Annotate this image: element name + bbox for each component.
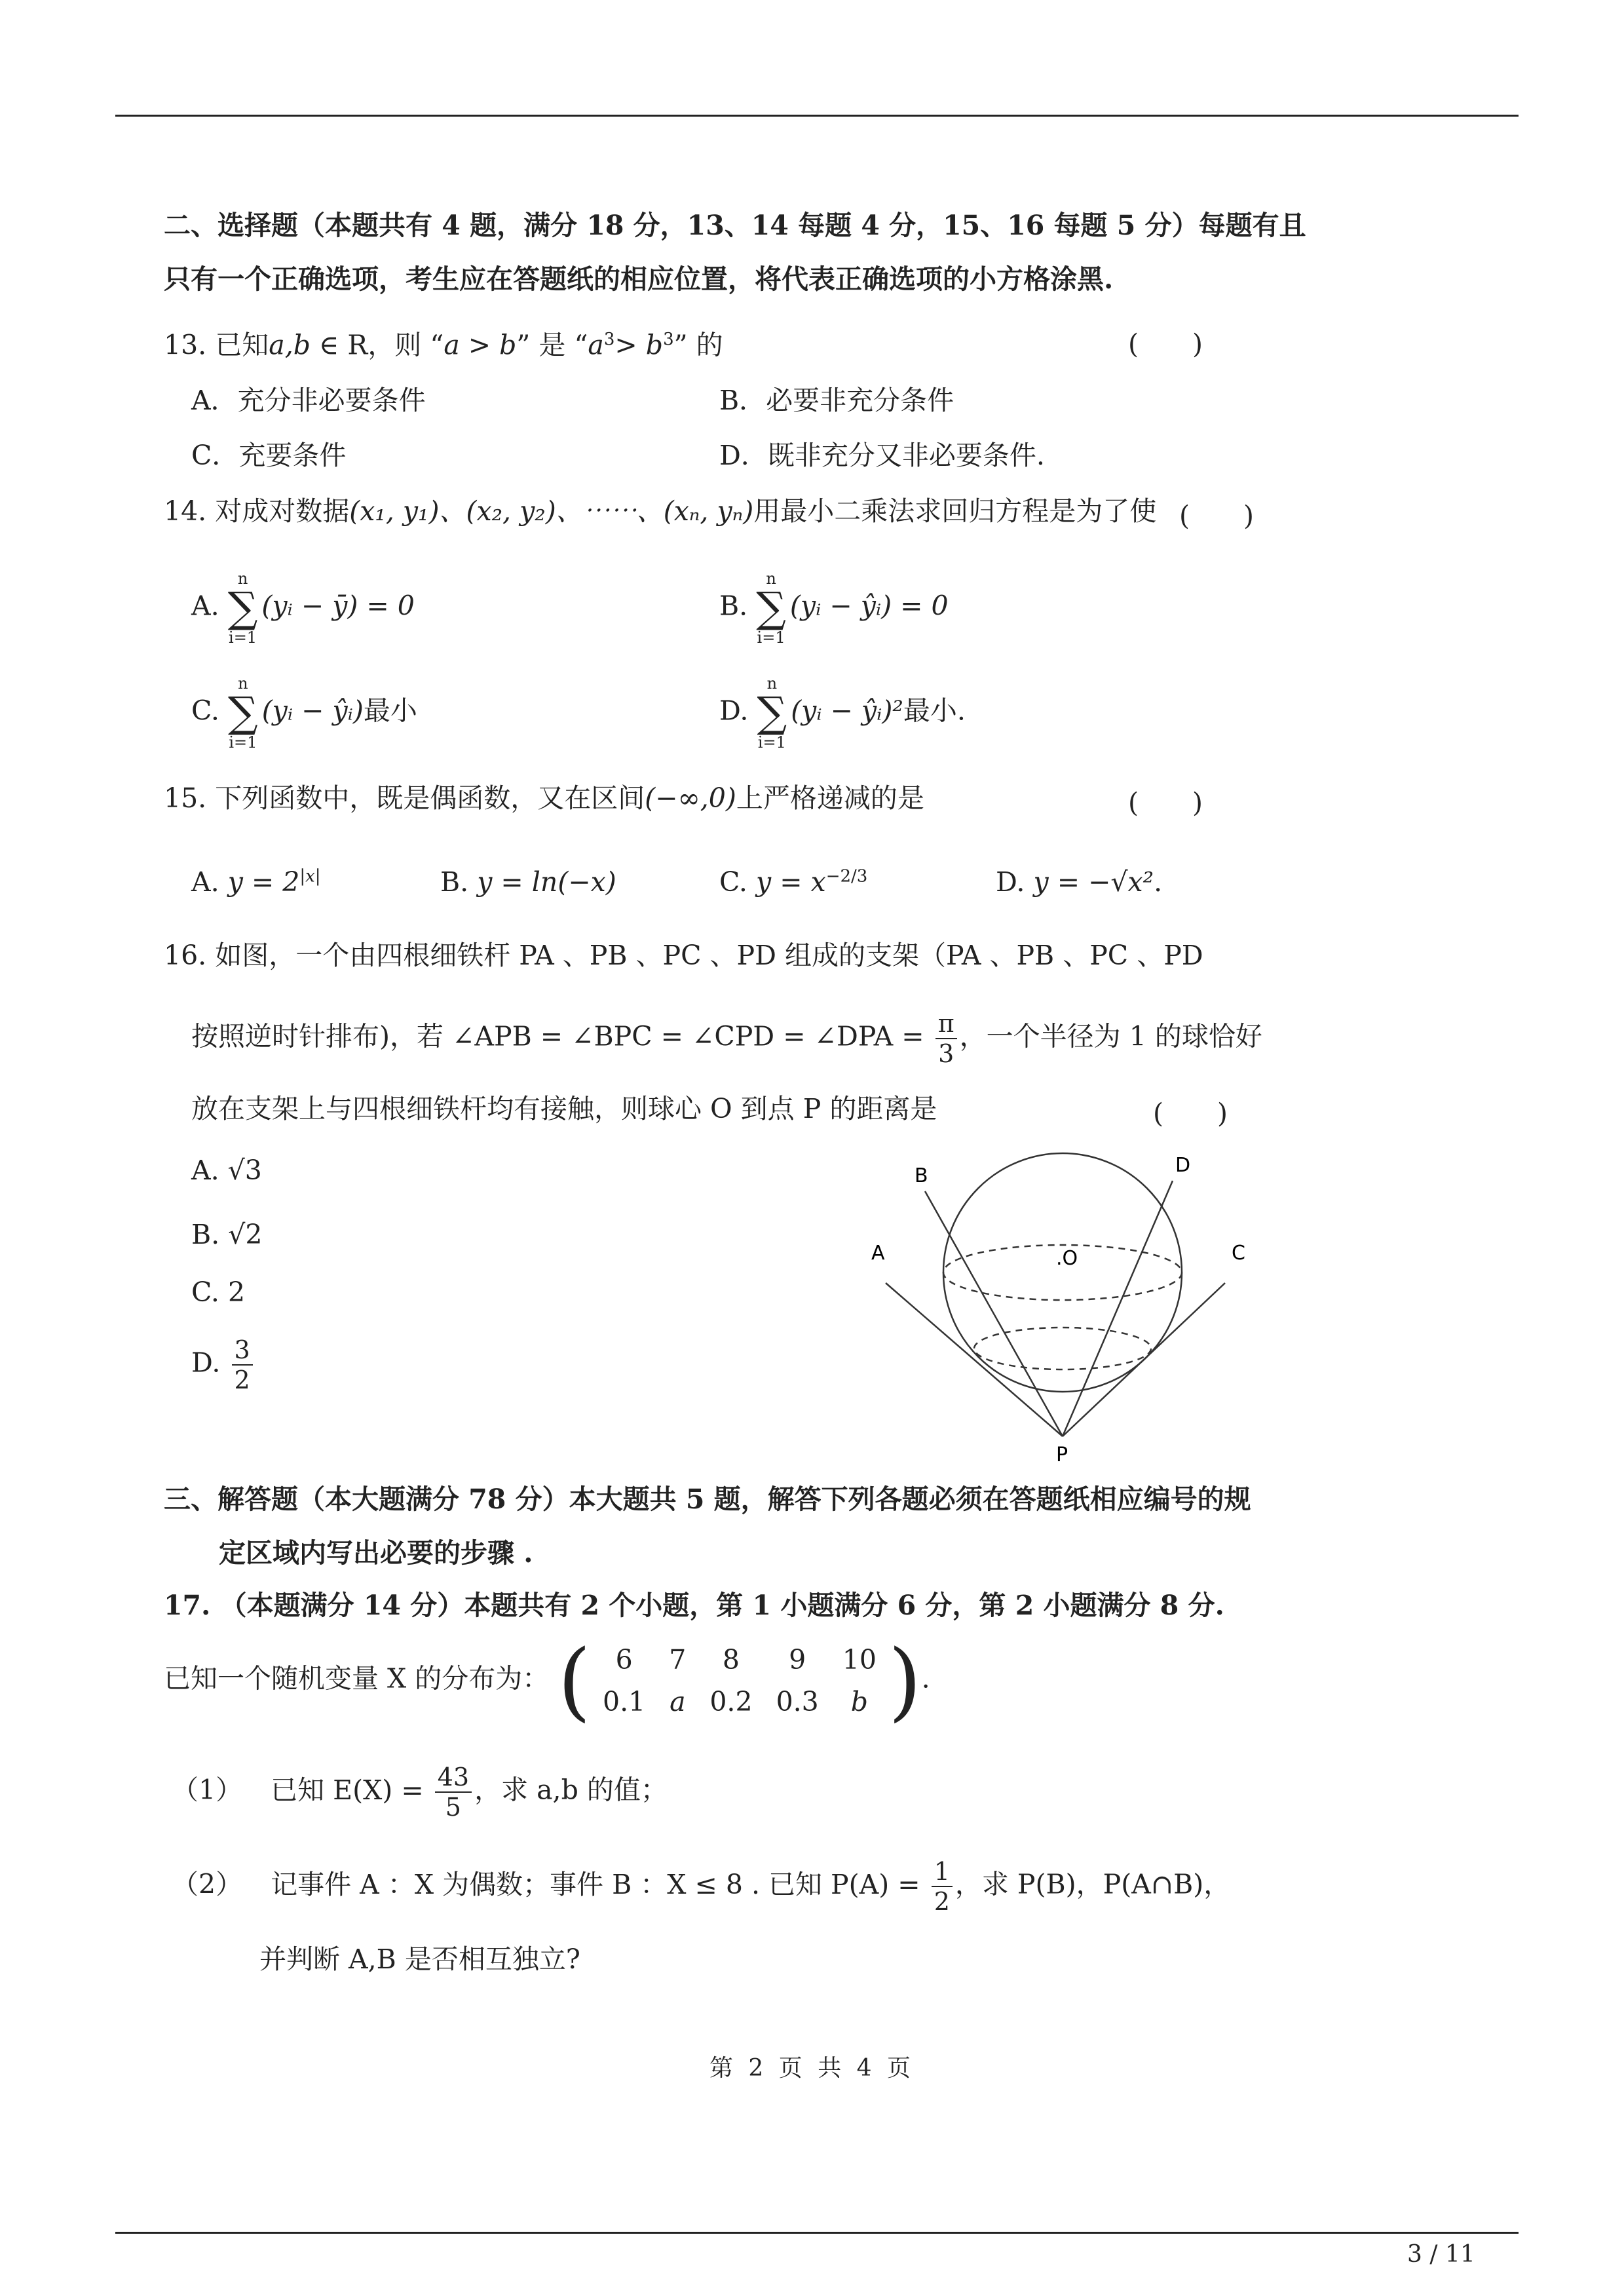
q15-option-b	[440, 866, 616, 898]
q15-a-label: A.	[191, 866, 219, 898]
q15-d-label: D.	[996, 866, 1025, 898]
value-cell: 9	[789, 1644, 806, 1675]
q16-fraction	[935, 1009, 957, 1068]
q17-p1-post: ，求 a,b 的值；	[474, 1774, 668, 1806]
q16-figure	[852, 1140, 1271, 1468]
q14-pre: 对成对数据	[215, 495, 350, 527]
q16-line2-pre: 按照逆时针排布)，若 ∠APB = ∠BPC = ∠CPD = ∠DPA =	[191, 1020, 924, 1052]
q14-option-a	[191, 570, 415, 646]
q15-post: 上严格递减的是	[736, 782, 924, 814]
rod-pb	[925, 1191, 1063, 1436]
contact-circle	[974, 1328, 1151, 1369]
q17-part2	[172, 1857, 1230, 1916]
q14-c-sum	[228, 675, 258, 751]
q14-d-sum	[757, 675, 787, 751]
q13-var: a,b	[269, 329, 311, 361]
question-14	[164, 493, 1156, 529]
q14-d-tail: 最小.	[903, 695, 966, 727]
sum-top: n	[237, 569, 248, 588]
q14-option-b	[719, 570, 949, 646]
q13-cond1: a > b	[444, 329, 517, 361]
q15-interval: (−∞,0)	[645, 782, 736, 814]
q17-p1-num: 43	[435, 1763, 472, 1793]
q17-p1-pre: 已知 E(X) =	[271, 1774, 424, 1806]
prob-cell: 0.3	[776, 1686, 819, 1717]
q17-p2-fraction	[932, 1857, 953, 1916]
q14-a-label: A.	[191, 590, 219, 622]
label-c: C	[1232, 1242, 1245, 1265]
top-rule	[115, 115, 1519, 117]
q15-c-expr: y = x	[756, 866, 826, 898]
q17-p2-den: 2	[934, 1887, 950, 1916]
q14-d-label: D.	[719, 695, 749, 727]
q13-answer-paren: ( )	[1128, 328, 1203, 360]
q17-part1	[172, 1763, 668, 1822]
q15-d-expr: y = −√x²	[1033, 866, 1154, 898]
q17-p2-label: （2）	[172, 1868, 243, 1900]
q16-d-fraction	[232, 1335, 253, 1394]
sum-sigma: ∑	[227, 584, 258, 632]
value-cell: 8	[722, 1644, 740, 1675]
q13-exp-b: 3	[663, 330, 674, 349]
q16-frac-den: 3	[938, 1039, 954, 1068]
matrix-right-paren: )	[888, 1631, 922, 1731]
q13-exp-a: 3	[603, 330, 615, 349]
q16-d-label: D.	[191, 1347, 221, 1379]
q14-b-expr: (yᵢ − ŷᵢ) = 0	[789, 590, 949, 622]
q13-option-c: C．充要条件	[191, 440, 347, 471]
question-13	[164, 321, 723, 364]
q16-answer-paren: ( )	[1153, 1098, 1228, 1129]
q13-number: 13.	[164, 329, 207, 361]
section3-header-line1: 三、解答题（本大题满分 78 分）本大题共 5 题，解答下列各题必须在答题纸相应编号的规	[164, 1483, 1251, 1515]
q15-c-exp: −2/3	[825, 866, 868, 887]
q14-c-expr: (yᵢ − ŷᵢ)	[261, 695, 364, 727]
q17-p1-fraction	[435, 1763, 472, 1822]
q17-header: 17. （本题满分 14 分）本题共有 2 个小题，第 1 小题满分 6 分，第 2 小题满分 8 分.	[164, 1590, 1224, 1621]
sum-bottom: i=1	[229, 628, 257, 647]
q15-option-a	[191, 866, 321, 898]
label-b: B	[915, 1164, 928, 1187]
question-16-line1	[164, 937, 1203, 974]
q15-pre: 下列函数中，既是偶函数，又在区间	[215, 782, 645, 814]
q15-option-c	[719, 866, 867, 898]
label-p: P	[1056, 1444, 1068, 1466]
prob-cell: 0.1	[603, 1686, 646, 1717]
page-number: 3 / 11	[1407, 2241, 1475, 2268]
q16-d-den: 2	[234, 1366, 250, 1394]
sum-top: n	[766, 674, 778, 693]
q16-number: 16.	[164, 940, 207, 971]
q15-a-exp: |x|	[299, 866, 321, 887]
q13-option-b: B．必要非充分条件	[719, 385, 954, 416]
section2-header-line1: 二、选择题（本题共有 4 题，满分 18 分，13、14 每题 4 分，15、16 每题 5 分）每题有且	[164, 210, 1306, 241]
matrix-row-probs	[591, 1681, 888, 1723]
matrix-left-paren: (	[557, 1631, 592, 1731]
q15-d-dot: .	[1154, 866, 1163, 898]
q17-distribution: 已知一个随机变量 X 的分布为： ( 6 7 8 9 10 0.1 a 0.2 0.3 b ) .	[164, 1631, 930, 1731]
q16-option-d	[191, 1335, 255, 1394]
sum-sigma: ∑	[756, 584, 786, 632]
q17-p2-line2: 并判断 A,B 是否相互独立?	[259, 1943, 580, 1975]
value-cell: 7	[669, 1644, 687, 1675]
q15-number: 15.	[164, 782, 207, 814]
prob-cell: a	[670, 1686, 686, 1717]
q16-option-b: B. √2	[191, 1219, 263, 1250]
sum-bottom: i=1	[229, 733, 257, 752]
sum-sigma: ∑	[228, 689, 258, 737]
q13-cond2-a: a	[588, 329, 604, 361]
q17-p1-label: （1）	[172, 1774, 243, 1806]
q14-pairs: (x₁, y₁)、(x₂, y₂)、⋯⋯、(xₙ, yₙ)	[349, 495, 754, 527]
sum-top: n	[238, 674, 248, 693]
section2-header-line2: 只有一个正确选项，考生应在答题纸的相应位置，将代表正确选项的小方格涂黑.	[164, 263, 1114, 295]
q14-c-label: C.	[191, 695, 219, 727]
value-cell: 10	[842, 1644, 877, 1675]
q13-cond2-b: > b	[614, 329, 664, 361]
q17-p1-den: 5	[445, 1793, 461, 1822]
matrix-row-values	[591, 1639, 888, 1681]
bottom-rule	[115, 2232, 1519, 2234]
q17-intro: 已知一个随机变量 X 的分布为：	[164, 1662, 550, 1694]
section3-header-line2: 定区域内写出必要的步骤 .	[219, 1537, 533, 1569]
q14-post: 用最小二乘法求回归方程是为了使	[753, 495, 1157, 527]
distribution-table	[591, 1639, 888, 1723]
value-cell: 6	[615, 1644, 633, 1675]
q14-b-sum	[756, 570, 786, 646]
q13-mid: ，则 “	[368, 329, 444, 361]
q14-c-tail: 最小	[363, 695, 417, 727]
rod-pc	[1063, 1283, 1225, 1436]
q16-frac-num: π	[935, 1009, 957, 1039]
sum-top: n	[766, 569, 776, 588]
rod-pa	[886, 1283, 1063, 1436]
q13-mid2: ” 是 “	[516, 329, 588, 361]
q14-a-expr: (yᵢ − ȳ) = 0	[261, 590, 415, 622]
sum-sigma: ∑	[757, 689, 787, 737]
q16-line2-post: ，一个半径为 1 的球恰好	[959, 1020, 1262, 1052]
q17-matrix	[557, 1631, 922, 1731]
q15-answer-paren: ( )	[1128, 787, 1203, 818]
q16-option-a: A. √3	[191, 1155, 262, 1186]
q14-b-label: B.	[719, 590, 748, 622]
q13-set: ∈ R	[319, 329, 368, 361]
q14-number: 14.	[164, 495, 207, 527]
q13-option-a: A．充分非必要条件	[191, 385, 426, 416]
sum-bottom: i=1	[757, 733, 786, 752]
q13-option-d: D．既非充分又非必要条件.	[719, 440, 1045, 471]
q15-c-label: C.	[719, 866, 747, 898]
rod-pd	[1063, 1181, 1173, 1436]
page-footer: 第 2 页 共 4 页	[709, 2055, 915, 2082]
q14-answer-paren: ( )	[1179, 500, 1254, 531]
question-16-line2	[191, 1009, 1262, 1068]
label-o: .O	[1056, 1247, 1078, 1270]
q14-a-sum	[228, 570, 258, 646]
q13-end: ” 的	[673, 329, 723, 361]
q16-d-num: 3	[232, 1335, 253, 1366]
q15-b-expr: y = ln(−x)	[477, 866, 616, 898]
q14-option-c	[191, 675, 417, 751]
label-d: D	[1175, 1154, 1191, 1177]
q16-line1: 如图，一个由四根细铁杆 PA 、PB 、PC 、PD 组成的支架（PA 、PB 、PC 、PD	[215, 940, 1203, 971]
q17-p2-pre: 记事件 A ：X 为偶数；事件 B ：X ≤ 8 . 已知 P(A) =	[271, 1868, 920, 1900]
sum-bottom: i=1	[757, 628, 785, 647]
label-a: A	[871, 1242, 885, 1265]
q15-a-expr: y = 2	[227, 866, 300, 898]
q14-d-expr: (yᵢ − ŷᵢ)²	[791, 695, 903, 727]
q13-pre: 已知	[215, 329, 269, 361]
prob-cell: 0.2	[709, 1686, 753, 1717]
q17-p2-post: ，求 P(B)，P(A∩B)，	[954, 1868, 1231, 1900]
q17-p2-num: 1	[932, 1857, 953, 1887]
q16-line3: 放在支架上与四根细铁杆均有接触，则球心 O 到点 P 的距离是	[191, 1093, 937, 1124]
prob-cell: b	[850, 1686, 868, 1717]
question-15	[164, 780, 924, 816]
q16-option-c: C. 2	[191, 1276, 246, 1308]
q15-option-d	[996, 866, 1162, 898]
q14-option-d	[719, 675, 966, 751]
q15-b-label: B.	[440, 866, 469, 898]
